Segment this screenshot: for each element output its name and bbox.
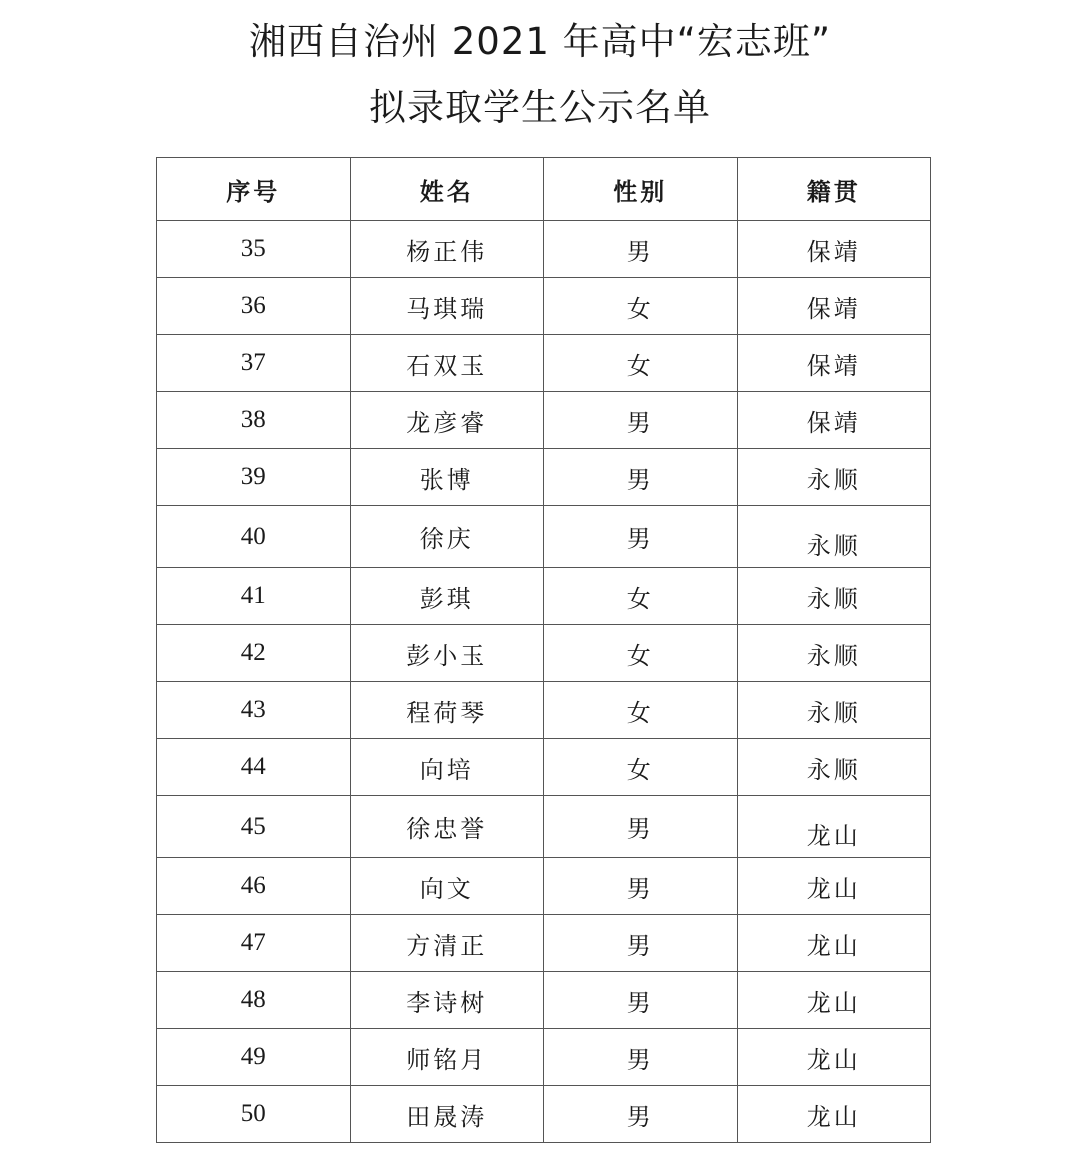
cell-gender: 女 bbox=[544, 682, 738, 739]
header-serial-number: 序号 bbox=[157, 158, 351, 221]
cell-name: 龙彦睿 bbox=[350, 392, 544, 449]
cell-native-place bbox=[737, 796, 931, 858]
cell-serial-number: 38 bbox=[157, 392, 351, 449]
cell-native-place: 保靖 bbox=[737, 335, 931, 392]
table-row bbox=[157, 392, 931, 449]
table-row bbox=[157, 568, 931, 625]
cell-serial-number: 42 bbox=[157, 625, 351, 682]
table-row bbox=[157, 506, 931, 568]
cell-native-place: 龙山 bbox=[737, 1029, 931, 1086]
table-row bbox=[157, 335, 931, 392]
cell-name: 石双玉 bbox=[350, 335, 544, 392]
cell-serial-number: 47 bbox=[157, 915, 351, 972]
table-row bbox=[157, 682, 931, 739]
cell-gender: 男 bbox=[544, 449, 738, 506]
cell-gender: 男 bbox=[544, 858, 738, 915]
cell-gender: 男 bbox=[544, 915, 738, 972]
cell-name: 张博 bbox=[350, 449, 544, 506]
header-native-place: 籍贯 bbox=[737, 158, 931, 221]
cell-native-place: 龙山 bbox=[737, 915, 931, 972]
cell-name: 彭琪 bbox=[350, 568, 544, 625]
cell-gender: 女 bbox=[544, 278, 738, 335]
cell-gender: 男 bbox=[544, 506, 738, 568]
cell-serial-number: 39 bbox=[157, 449, 351, 506]
table-row bbox=[157, 1029, 931, 1086]
cell-gender: 女 bbox=[544, 335, 738, 392]
cell-gender: 男 bbox=[544, 392, 738, 449]
cell-name: 杨正伟 bbox=[350, 221, 544, 278]
cell-serial-number: 49 bbox=[157, 1029, 351, 1086]
cell-native-place: 永顺 bbox=[737, 449, 931, 506]
table-header-row bbox=[157, 158, 931, 221]
cell-name: 向培 bbox=[350, 739, 544, 796]
cell-name: 方清正 bbox=[350, 915, 544, 972]
cell-serial-number: 41 bbox=[157, 568, 351, 625]
cell-name: 马琪瑞 bbox=[350, 278, 544, 335]
cell-gender: 男 bbox=[544, 1086, 738, 1143]
cell-gender: 女 bbox=[544, 568, 738, 625]
cell-serial-number: 44 bbox=[157, 739, 351, 796]
header-name: 姓名 bbox=[350, 158, 544, 221]
cell-name: 徐庆 bbox=[350, 506, 544, 568]
cell-serial-number: 43 bbox=[157, 682, 351, 739]
table-row bbox=[157, 796, 931, 858]
table-row bbox=[157, 221, 931, 278]
cell-native-place bbox=[737, 506, 931, 568]
table-row bbox=[157, 278, 931, 335]
cell-native-place: 永顺 bbox=[737, 682, 931, 739]
cell-gender: 女 bbox=[544, 739, 738, 796]
cell-native-place: 龙山 bbox=[737, 1086, 931, 1143]
cell-native-place: 永顺 bbox=[737, 568, 931, 625]
table-row bbox=[157, 915, 931, 972]
table-row bbox=[157, 449, 931, 506]
cell-serial-number: 48 bbox=[157, 972, 351, 1029]
cell-native-place: 永顺 bbox=[737, 625, 931, 682]
cell-serial-number: 50 bbox=[157, 1086, 351, 1143]
cell-serial-number: 36 bbox=[157, 278, 351, 335]
cell-gender: 男 bbox=[544, 221, 738, 278]
cell-gender: 男 bbox=[544, 796, 738, 858]
table-row bbox=[157, 858, 931, 915]
cell-serial-number: 45 bbox=[157, 796, 351, 858]
cell-serial-number: 46 bbox=[157, 858, 351, 915]
cell-name: 程荷琴 bbox=[350, 682, 544, 739]
table-row bbox=[157, 1086, 931, 1143]
cell-name: 徐忠誉 bbox=[350, 796, 544, 858]
cell-name: 田晟涛 bbox=[350, 1086, 544, 1143]
cell-name: 彭小玉 bbox=[350, 625, 544, 682]
cell-serial-number: 35 bbox=[157, 221, 351, 278]
document-title: 湘西自治州 2021 年高中“宏志班” bbox=[248, 20, 832, 63]
cell-serial-number: 40 bbox=[157, 506, 351, 568]
cell-gender: 男 bbox=[544, 1029, 738, 1086]
cell-gender: 女 bbox=[544, 625, 738, 682]
cell-native-place: 保靖 bbox=[737, 278, 931, 335]
cell-serial-number: 37 bbox=[157, 335, 351, 392]
cell-name: 向文 bbox=[350, 858, 544, 915]
cell-native-place: 永顺 bbox=[737, 739, 931, 796]
document-subtitle: 拟录取学生公示名单 bbox=[369, 86, 711, 129]
table-row bbox=[157, 739, 931, 796]
header-gender: 性别 bbox=[544, 158, 738, 221]
student-roster-table bbox=[156, 157, 931, 1143]
cell-native-place: 龙山 bbox=[737, 972, 931, 1029]
cell-native-place: 龙山 bbox=[737, 858, 931, 915]
cell-native-place: 保靖 bbox=[737, 392, 931, 449]
cell-native-place-text: 永顺 bbox=[806, 532, 861, 560]
cell-name: 师铭月 bbox=[350, 1029, 544, 1086]
cell-gender: 男 bbox=[544, 972, 738, 1029]
cell-native-place-text: 龙山 bbox=[806, 822, 861, 850]
table-row bbox=[157, 972, 931, 1029]
cell-native-place: 保靖 bbox=[737, 221, 931, 278]
cell-name: 李诗树 bbox=[350, 972, 544, 1029]
table-row bbox=[157, 625, 931, 682]
